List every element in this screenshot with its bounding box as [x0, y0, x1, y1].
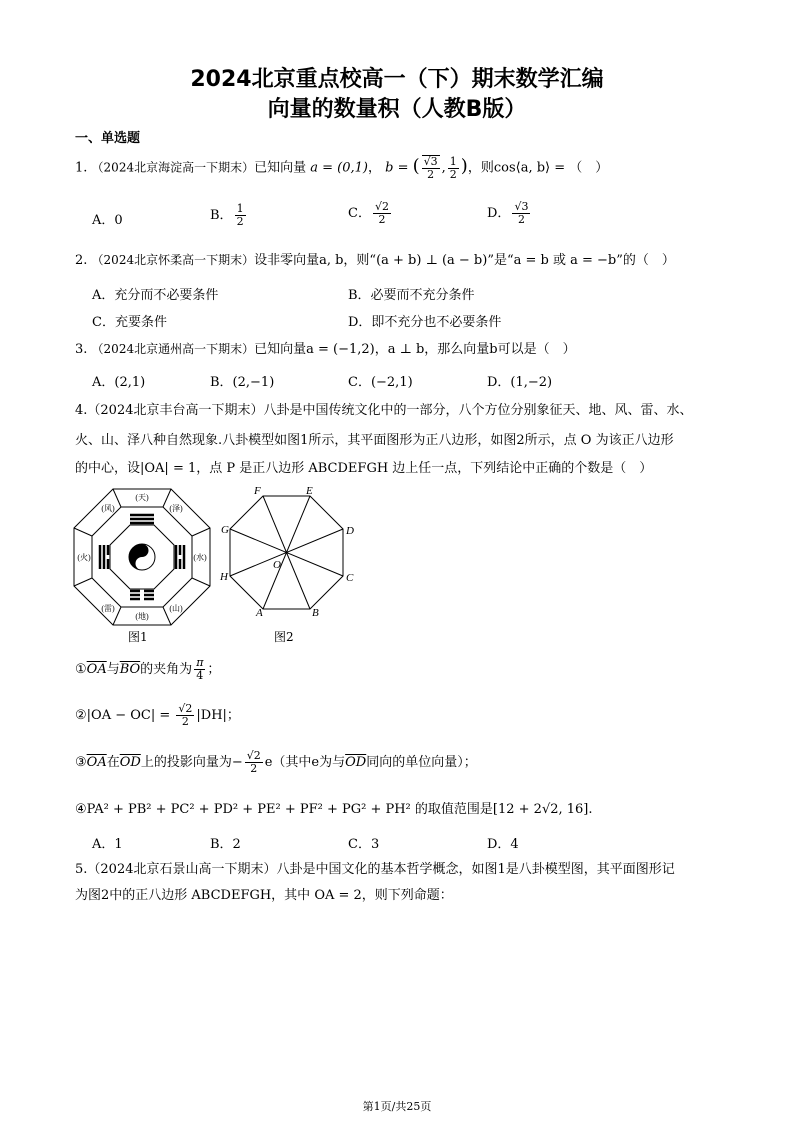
section-heading: 一、单选题 [75, 131, 141, 146]
center-label-o: O [273, 559, 281, 571]
page-subtitle: 向量的数量积（人教B版） [267, 97, 527, 122]
fraction: $\frac{√3}{2}$ [423, 155, 438, 181]
octagon-figure [218, 486, 358, 622]
option-a: A．(2,1) [92, 375, 146, 390]
vertex-label-a: A [256, 607, 263, 619]
trigram-label: (天) [135, 493, 149, 502]
math-expr: cos⟨a, b⟩ = （ ） [493, 160, 609, 176]
option-b: B． $\frac{1}{2}$ [210, 202, 244, 228]
option-b: B．必要而不充分条件 [348, 288, 475, 303]
option-b: B．2 [210, 837, 241, 852]
question-source: （2024北京海淀高一下期末） [91, 160, 255, 175]
option-a: A．1 [92, 837, 123, 852]
question-1: 1. （2024北京海淀高一下期末）已知向量 a = (0,1)， b = ( $\frac{√3}{2}$ , $\frac{1}{2}$ )，则cos⟨a, b⟩ = （ ） [75, 154, 609, 181]
trigram-label: (泽) [169, 504, 183, 513]
vertex-label-d: D [346, 525, 354, 537]
trigram-label: (雷) [101, 604, 115, 613]
option-d: D． $\frac{√3}{2}$ [487, 200, 529, 226]
math-expr: b = [385, 160, 413, 176]
option-d: D．(1,−2) [487, 375, 553, 390]
vertex-label-f: F [254, 486, 261, 497]
vertex-label-b: B [312, 607, 319, 619]
option-d: D．4 [487, 837, 519, 852]
question-text: 设非零向量a, b，则“(a + b) ⊥ (a − b)”是“a = b 或 a = −b”的（ ） [254, 253, 675, 268]
figure-2-caption: 图2 [274, 630, 294, 644]
question-2 [75, 251, 675, 270]
question-source: （2024北京通州高一下期末） [91, 342, 255, 356]
trigram-label: (山) [169, 604, 183, 613]
statement-2: ②|OA − OC| = $\frac{√2}{2}$ |DH|； [75, 702, 240, 728]
vertex-label-e: E [306, 486, 313, 497]
question-number: 1. [75, 160, 88, 176]
vertex-label-c: C [346, 572, 354, 584]
option-d: D．即不充分也不必要条件 [348, 315, 502, 330]
question-text: 已知向量a = (−1,2)，a ⊥ b，那么向量b可以是（ ） [254, 342, 576, 357]
question-4-line-2: 火、山、泽八种自然现象.八卦模型如图1所示，其平面图形为正八边形，如图2所示，点 O 为该正八边形 [75, 433, 674, 448]
trigram-label: (火) [77, 553, 91, 562]
option-c: C．3 [348, 837, 380, 852]
question-number: 2. [75, 253, 88, 268]
vertex-label-g: G [221, 524, 229, 536]
trigram-label: (风) [101, 504, 115, 513]
question-5-line-2: 为图2中的正八边形 ABCDEFGH，其中 OA = 2，则下列命题： [75, 888, 453, 903]
question-number: 3. [75, 342, 88, 357]
statement-4: ④PA² + PB² + PC² + PD² + PE² + PF² + PG² + PH² 的取值范围是[12 + 2√2, 16]. [75, 802, 593, 817]
option-c: C．充要条件 [92, 315, 167, 330]
option-b: B．(2,−1) [210, 375, 275, 390]
option-c: C．(−2,1) [348, 375, 413, 390]
math-expr: a = (0,1) [310, 160, 368, 176]
question-5-line-1: 5.（2024北京石景山高一下期末）八卦是中国文化的基本哲学概念，如图1是八卦模型图，其平面图形记 [75, 862, 675, 877]
page-footer: 第1页/共25页 [362, 1100, 432, 1113]
question-text: 已知向量 [254, 160, 307, 176]
question-3 [75, 340, 576, 359]
taiji-yin [129, 544, 149, 570]
fraction: $\frac{1}{2}$ [449, 154, 457, 181]
statement-1: $①\overline{OA}$与$\overline{BO}$的夹角为 $\frac{\pi}{4}$ ； [75, 656, 221, 682]
page-title: 2024北京重点校高一（下）期末数学汇编 [190, 67, 604, 92]
trigram-label: (地) [135, 612, 149, 621]
option-a: A．0 [92, 213, 123, 228]
statement-3: $③\overline{OA}$在$\overline{OD}$上的投影向量为− $\frac{√2}{2}$ e（其中e为与$\overline{OD}$同向的单位向量）； [75, 749, 477, 775]
option-c: C． $\frac{√2}{2}$ [348, 200, 389, 226]
trigram-label: (水) [193, 553, 207, 562]
figure-1-caption: 图1 [128, 630, 148, 644]
option-a: A．充分而不必要条件 [92, 288, 219, 303]
question-4-line-3: 的中心，设|OA| = 1，点 P 是正八边形 ABCDEFGH 边上任一点，下列结论中正确的个数是（ ） [75, 461, 653, 476]
question-4-line-1: 4.（2024北京丰台高一下期末）八卦是中国传统文化中的一部分，八个方位分别象征天、地、风、雷、水、 [75, 403, 693, 418]
vertex-label-h: H [220, 571, 228, 583]
question-source: （2024北京怀柔高一下期末） [91, 253, 255, 267]
question-text: ，则 [467, 160, 494, 176]
bagua-figure [72, 487, 212, 627]
